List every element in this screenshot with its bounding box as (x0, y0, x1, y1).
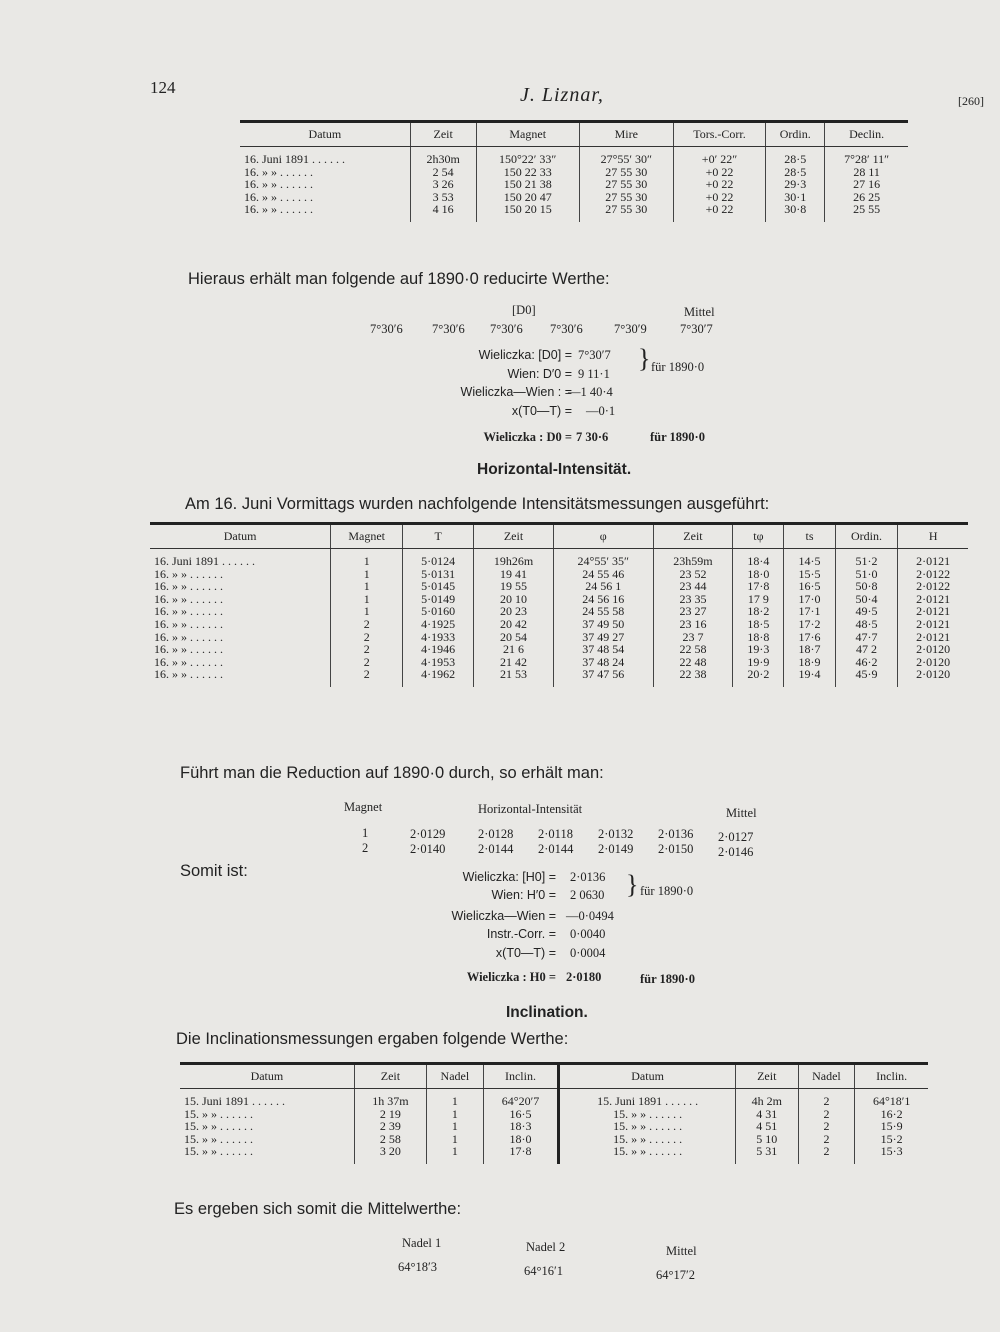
hor-col-header: Ordin. (835, 524, 898, 549)
decl-cell: 150°22′ 33″ (476, 147, 579, 166)
incl-cell: 15. » » . . . . . . (184, 1119, 253, 1134)
incl-cell: 2 58 (354, 1133, 426, 1146)
hor-cell: 5·0124 (403, 549, 474, 568)
hor-cell: 21 53 (474, 668, 554, 687)
hor-cell: 18·7 (784, 643, 835, 656)
inclination-table (180, 1062, 928, 1164)
decl-cell: +0 22 (673, 178, 765, 191)
nadel1-label: Nadel 1 (402, 1236, 442, 1250)
incl-cell: 1h 37m (354, 1089, 426, 1108)
decl-intro: Hieraus erhält man folgende auf 1890·0 reducirte Werthe: (188, 270, 610, 288)
incl-row (180, 1108, 928, 1121)
hor-cell: 18·8 (733, 631, 784, 644)
hor-cell: 2 (331, 656, 403, 669)
hor-mittel-label: Mittel (726, 806, 757, 820)
hor-cell: 24 56 1 (553, 580, 653, 593)
decl-cell: 16. » » . . . . . . (244, 202, 313, 217)
incl-cell: 16·5 (483, 1108, 559, 1121)
hor-cell: 16. Juni 1891 . . . . . . (154, 554, 256, 568)
hor-cell: 18·5 (733, 618, 784, 631)
hor-cell: 24 55 58 (553, 605, 653, 618)
hor-cell: 21 42 (474, 656, 554, 669)
decl-cell: 26 25 (825, 191, 908, 204)
hor-cell: 21 6 (474, 643, 554, 656)
hor-cell: 5·0131 (403, 568, 474, 581)
hor-cell: 17·8 (733, 580, 784, 593)
hor-cell: 17·6 (784, 631, 835, 644)
incl-cell: 3 20 (354, 1145, 426, 1164)
declination-table (240, 120, 908, 222)
hor-cell: 19·3 (733, 643, 784, 656)
hor-cell: 2·0120 (898, 656, 968, 669)
decl-row (240, 178, 908, 191)
hor-red-value: 2·0150 (658, 842, 694, 856)
hor-cell: 17 9 (733, 593, 784, 606)
hor-cell: 18·0 (733, 568, 784, 581)
hor-cell: 23 44 (653, 580, 733, 593)
decl-cell: 27 55 30 (579, 166, 673, 179)
somit-label: Somit ist: (180, 862, 248, 880)
incl-cell: 1 (426, 1133, 483, 1146)
hor-red-value: 2·0149 (598, 842, 634, 856)
incl-cell: 18·3 (483, 1120, 559, 1133)
decl-cell: 16. Juni 1891 . . . . . . (244, 152, 346, 166)
decl-col-header: Declin. (825, 122, 908, 147)
hor-line-value: 2 0630 (570, 888, 605, 902)
decl-cell: 27 55 30 (579, 191, 673, 204)
hor-col-header: Zeit (474, 524, 554, 549)
hor-cell: 5·0149 (403, 593, 474, 606)
decl-cell: 3 53 (410, 191, 476, 204)
hor-brace: } (626, 870, 639, 899)
decl-col-header: Magnet (476, 122, 579, 147)
hor-cell: 5·0145 (403, 580, 474, 593)
hor-col-header: Zeit (653, 524, 733, 549)
hor-cell: 20 42 (474, 618, 554, 631)
decl-cell: +0′ 22″ (673, 147, 765, 166)
hor-cell: 2·0120 (898, 643, 968, 656)
inclination-intro: Die Inclinationsmessungen ergaben folgende Werthe: (176, 1030, 569, 1048)
decl-cell: 2 54 (410, 166, 476, 179)
hor-cell: 24°55′ 35″ (553, 549, 653, 568)
decl-header-row (240, 122, 908, 147)
nadel2-value: 64°16′1 (524, 1264, 563, 1278)
hor-cell: 23 16 (653, 618, 733, 631)
hor-col-header: φ (553, 524, 653, 549)
incl-cell: 4h 2m (735, 1089, 798, 1108)
incl-cell: 15. Juni 1891 . . . . . . (184, 1094, 286, 1108)
hor-cell: 16. » » . . . . . . (154, 642, 223, 657)
incl-cell: 5 31 (735, 1145, 798, 1164)
decl-cell: 16. » » . . . . . . (244, 164, 313, 179)
incl-row (180, 1133, 928, 1146)
hor-row (150, 643, 968, 656)
hor-cell: 19 55 (474, 580, 554, 593)
decl-col-header: Zeit (410, 122, 476, 147)
decl-value: 7°30′6 (432, 322, 465, 336)
hor-row (150, 656, 968, 669)
hor-col-header: Magnet (331, 524, 403, 549)
incl-cell: 1 (426, 1145, 483, 1164)
incl-cell: 2 39 (354, 1120, 426, 1133)
incl-cell: 2 (798, 1108, 855, 1121)
decl-cell: +0 22 (673, 166, 765, 179)
hor-result-fur: für 1890·0 (640, 972, 695, 986)
running-head-author: J. Liznar, (520, 84, 604, 106)
hor-red-value: 2·0132 (598, 827, 634, 841)
incl-cell: 5 10 (735, 1133, 798, 1146)
hor-cell: 2 (331, 668, 403, 687)
incl-header-row (180, 1064, 928, 1089)
decl-col-header: Ordin. (766, 122, 825, 147)
decl-cell: 30·8 (766, 203, 825, 222)
hor-red-value: 2·0136 (658, 827, 694, 841)
hor-result-label: Wieliczka : H0 = (466, 970, 556, 984)
decl-result-fur: für 1890·0 (650, 430, 705, 444)
hor-row (150, 549, 968, 568)
hor-cell: 47·7 (835, 631, 898, 644)
hor-line-label: Wieliczka: [H0] = (462, 870, 556, 884)
hor-cell: 47 2 (835, 643, 898, 656)
hor-cell: 46·2 (835, 656, 898, 669)
hor-cell: 2·0121 (898, 631, 968, 644)
hor-line-value: 2·0136 (570, 870, 606, 884)
hor-row (150, 568, 968, 581)
incl-cell: 2 (798, 1133, 855, 1146)
hor-cell: 1 (331, 549, 403, 568)
hor-fur: für 1890·0 (640, 884, 694, 898)
hor-row (150, 605, 968, 618)
section-title-inclination: Inclination. (506, 1004, 588, 1021)
incl-col-header: Nadel (426, 1064, 483, 1089)
incl-col-header: Nadel (798, 1064, 855, 1089)
decl-cell: 150 21 38 (476, 178, 579, 191)
hor-cell: 4·1962 (403, 668, 474, 687)
page-number: 124 (150, 78, 176, 97)
decl-cell: 27 16 (825, 178, 908, 191)
decl-fur: für 1890·0 (651, 360, 705, 374)
hor-row (150, 618, 968, 631)
hor-red-mittel: 2·0127 (718, 830, 754, 844)
hor-col-header: T (403, 524, 474, 549)
incl-cell: 2 (798, 1120, 855, 1133)
hor-cell: 16. » » . . . . . . (154, 629, 223, 644)
decl-cell: 150 22 33 (476, 166, 579, 179)
hor-cell: 20 10 (474, 593, 554, 606)
incl-cell: 15. » » . . . . . . (559, 1133, 736, 1146)
hor-cell: 16. » » . . . . . . (154, 654, 223, 669)
decl-cell: 16. » » . . . . . . (244, 189, 313, 204)
incl-col-header: Zeit (735, 1064, 798, 1089)
mittel-value: 64°17′2 (656, 1268, 695, 1282)
decl-value: 7°30′6 (550, 322, 583, 336)
hor-red-value: 2·0118 (538, 827, 573, 841)
hor-cell: 23 52 (653, 568, 733, 581)
decl-line-value: —0·1 (586, 404, 616, 418)
page-reference: [260] (958, 94, 984, 108)
incl-cell: 64°20′7 (483, 1089, 559, 1108)
hor-red-value: 2·0128 (478, 827, 514, 841)
decl-line-label: x(T0—T) = (511, 404, 572, 418)
hor-col-header: tφ (733, 524, 784, 549)
incl-cell: 16·2 (855, 1108, 928, 1121)
hor-cell: 49·5 (835, 605, 898, 618)
incl-cell: 1 (426, 1120, 483, 1133)
decl-cell: 3 26 (410, 178, 476, 191)
incl-cell: 15. » » . . . . . . (184, 1144, 253, 1159)
decl-col-header: Datum (240, 122, 410, 147)
decl-line-value: 7°30′7 (578, 348, 611, 362)
incl-cell: 15·2 (855, 1133, 928, 1146)
decl-result-value: 7 30·6 (576, 430, 609, 444)
horizontal-intro: Am 16. Juni Vormittags wurden nachfolgende Intensitätsmessungen ausgeführt: (185, 495, 770, 513)
hor-cell: 22 48 (653, 656, 733, 669)
hor-cell: 37 47 56 (553, 668, 653, 687)
hor-cell: 1 (331, 568, 403, 581)
d0-label: [D0] (512, 303, 536, 317)
decl-cell: 28·5 (766, 166, 825, 179)
incl-cell: 15·3 (855, 1145, 928, 1164)
hor-cell: 16. » » . . . . . . (154, 591, 223, 606)
hor-cell: 2·0122 (898, 568, 968, 581)
hor-cell: 48·5 (835, 618, 898, 631)
hor-cell: 23 35 (653, 593, 733, 606)
hor-cell: 16. » » . . . . . . (154, 616, 223, 631)
hor-cell: 51·0 (835, 568, 898, 581)
hor-cell: 23 27 (653, 605, 733, 618)
hor-cell: 19h26m (474, 549, 554, 568)
hor-cell: 4·1925 (403, 618, 474, 631)
hor-line-value: 0·0040 (570, 927, 606, 941)
incl-cell: 4 51 (735, 1120, 798, 1133)
decl-row (240, 191, 908, 204)
incl-row (180, 1089, 928, 1108)
hor-cell: 50·4 (835, 593, 898, 606)
hor-cell: 2·0120 (898, 668, 968, 687)
hor-cell: 2·0121 (898, 593, 968, 606)
decl-cell: 28·5 (766, 147, 825, 166)
decl-result-label: Wieliczka : D0 = (483, 430, 572, 444)
hor-cell: 37 49 27 (553, 631, 653, 644)
hor-magnet-label: Magnet (344, 800, 383, 814)
decl-cell: 27°55′ 30″ (579, 147, 673, 166)
decl-cell: 25 55 (825, 203, 908, 222)
hor-row (150, 593, 968, 606)
decl-brace: } (638, 344, 651, 373)
hor-col-header: H (898, 524, 968, 549)
decl-col-header: Tors.-Corr. (673, 122, 765, 147)
hor-hi-label: Horizontal-Intensität (478, 802, 583, 816)
hor-line-label: x(T0—T) = (495, 946, 556, 960)
decl-line-label: Wieliczka: [D0] = (478, 348, 572, 362)
hor-red-value: 2·0140 (410, 842, 446, 856)
decl-row (240, 166, 908, 179)
hor-cell: 4·1933 (403, 631, 474, 644)
hor-cell: 37 49 50 (553, 618, 653, 631)
hor-cell: 22 58 (653, 643, 733, 656)
decl-cell: 150 20 15 (476, 203, 579, 222)
hor-cell: 2·0121 (898, 618, 968, 631)
incl-cell: 1 (426, 1089, 483, 1108)
hor-cell: 14·5 (784, 549, 835, 568)
hor-red-mittel: 2·0146 (718, 845, 754, 859)
decl-cell: 4 16 (410, 203, 476, 222)
decl-cell: 27 55 30 (579, 178, 673, 191)
hor-cell: 16. » » . . . . . . (154, 604, 223, 619)
decl-row (240, 147, 908, 166)
decl-cell: 28 11 (825, 166, 908, 179)
hor-cell: 50·8 (835, 580, 898, 593)
incl-row (180, 1145, 928, 1164)
hor-cell: 17·2 (784, 618, 835, 631)
hor-cell: 18·4 (733, 549, 784, 568)
hor-cell: 51·2 (835, 549, 898, 568)
decl-mittel-label: Mittel (684, 305, 715, 319)
hor-cell: 45·9 (835, 668, 898, 687)
hor-cell: 23h59m (653, 549, 733, 568)
decl-cell: 27 55 30 (579, 203, 673, 222)
hor-cell: 20 54 (474, 631, 554, 644)
incl-row (180, 1120, 928, 1133)
nadel1-value: 64°18′3 (398, 1260, 437, 1274)
hor-cell: 18·9 (784, 656, 835, 669)
decl-line-label: Wien: D′0 = (507, 367, 572, 381)
hor-red-magnet: 2 (362, 841, 369, 855)
decl-cell: 16. » » . . . . . . (244, 177, 313, 192)
incl-col-header: Datum (559, 1064, 736, 1089)
hor-cell: 23 7 (653, 631, 733, 644)
decl-cell: 7°28′ 11″ (825, 147, 908, 166)
incl-cell: 2 (798, 1089, 855, 1108)
incl-cell: 64°18′1 (855, 1089, 928, 1108)
hor-cell: 18·2 (733, 605, 784, 618)
hor-cell: 1 (331, 605, 403, 618)
incl-col-header: Datum (180, 1064, 354, 1089)
decl-value: 7°30′6 (490, 322, 523, 336)
incl-col-header: Zeit (354, 1064, 426, 1089)
hor-result-value: 2·0180 (566, 970, 602, 984)
hor-red-value: 2·0129 (410, 827, 446, 841)
hor-cell: 2·0122 (898, 580, 968, 593)
hor-intro: Führt man die Reduction auf 1890·0 durch, so erhält man: (180, 764, 604, 782)
hor-cell: 19 41 (474, 568, 554, 581)
decl-line-label: Wieliczka—Wien : = (460, 385, 572, 399)
hor-cell: 2 (331, 631, 403, 644)
hor-cell: 19·9 (733, 656, 784, 669)
hor-cell: 20·2 (733, 668, 784, 687)
hor-cell: 1 (331, 593, 403, 606)
hor-cell: 17·1 (784, 605, 835, 618)
decl-cell: 2h30m (410, 147, 476, 166)
incl-cell: 15. » » . . . . . . (184, 1131, 253, 1146)
decl-cell: 30·1 (766, 191, 825, 204)
hor-line-label: Wien: H′0 = (491, 888, 556, 902)
decl-line-value: —1 40·4 (568, 385, 613, 399)
decl-row (240, 203, 908, 222)
nadel2-label: Nadel 2 (526, 1240, 566, 1254)
hor-row (150, 631, 968, 644)
hor-line-value: —0·0494 (566, 909, 614, 923)
decl-cell: +0 22 (673, 203, 765, 222)
decl-line-value: 9 11·1 (578, 367, 610, 381)
mittel-label: Mittel (666, 1244, 697, 1258)
decl-cell: 29·3 (766, 178, 825, 191)
incl-cell: 17·8 (483, 1145, 559, 1164)
hor-red-value: 2·0144 (478, 842, 514, 856)
decl-col-header: Mire (579, 122, 673, 147)
hor-cell: 19·4 (784, 668, 835, 687)
decl-value: 7°30′6 (370, 322, 403, 336)
incl-cell: 15. » » . . . . . . (559, 1145, 736, 1164)
hor-cell: 37 48 24 (553, 656, 653, 669)
hor-col-header: Datum (150, 524, 331, 549)
horizontal-table (150, 522, 968, 687)
hor-cell: 2 (331, 643, 403, 656)
hor-red-magnet: 1 (362, 826, 369, 840)
mittel-intro: Es ergeben sich somit die Mittelwerthe: (174, 1200, 462, 1218)
hor-line-label: Wieliczka—Wien = (451, 909, 556, 923)
hor-cell: 4·1953 (403, 656, 474, 669)
hor-row (150, 580, 968, 593)
hor-line-label: Instr.-Corr. = (486, 927, 556, 941)
hor-cell: 4·1946 (403, 643, 474, 656)
incl-cell: 15. » » . . . . . . (184, 1106, 253, 1121)
incl-cell: 2 (798, 1145, 855, 1164)
hor-cell: 2·0121 (898, 549, 968, 568)
hor-cell: 15·5 (784, 568, 835, 581)
hor-cell: 16·5 (784, 580, 835, 593)
incl-cell: 1 (426, 1108, 483, 1121)
section-title-horizontal: Horizontal-Intensität. (477, 461, 632, 478)
hor-cell: 24 56 16 (553, 593, 653, 606)
hor-cell: 37 48 54 (553, 643, 653, 656)
hor-cell: 16. » » . . . . . . (154, 667, 223, 682)
hor-cell: 1 (331, 580, 403, 593)
incl-cell: 15. » » . . . . . . (559, 1120, 736, 1133)
incl-cell: 4 31 (735, 1108, 798, 1121)
hor-row (150, 668, 968, 687)
hor-cell: 5·0160 (403, 605, 474, 618)
decl-value: 7°30′9 (614, 322, 647, 336)
hor-red-value: 2·0144 (538, 842, 574, 856)
hor-cell: 24 55 46 (553, 568, 653, 581)
incl-cell: 15. Juni 1891 . . . . . . (559, 1089, 736, 1108)
incl-cell: 15. » » . . . . . . (559, 1108, 736, 1121)
decl-cell: 150 20 47 (476, 191, 579, 204)
hor-col-header: ts (784, 524, 835, 549)
hor-cell: 20 23 (474, 605, 554, 618)
incl-cell: 15·9 (855, 1120, 928, 1133)
incl-col-header: Inclin. (855, 1064, 928, 1089)
incl-cell: 18·0 (483, 1133, 559, 1146)
hor-cell: 2 (331, 618, 403, 631)
decl-cell: +0 22 (673, 191, 765, 204)
hor-line-value: 0·0004 (570, 946, 606, 960)
hor-cell: 16. » » . . . . . . (154, 566, 223, 581)
hor-cell: 16. » » . . . . . . (154, 579, 223, 594)
incl-col-header: Inclin. (483, 1064, 559, 1089)
hor-header-row (150, 524, 968, 549)
incl-cell: 2 19 (354, 1108, 426, 1121)
decl-value: 7°30′7 (680, 322, 713, 336)
hor-cell: 17·0 (784, 593, 835, 606)
hor-cell: 2·0121 (898, 605, 968, 618)
hor-cell: 22 38 (653, 668, 733, 687)
